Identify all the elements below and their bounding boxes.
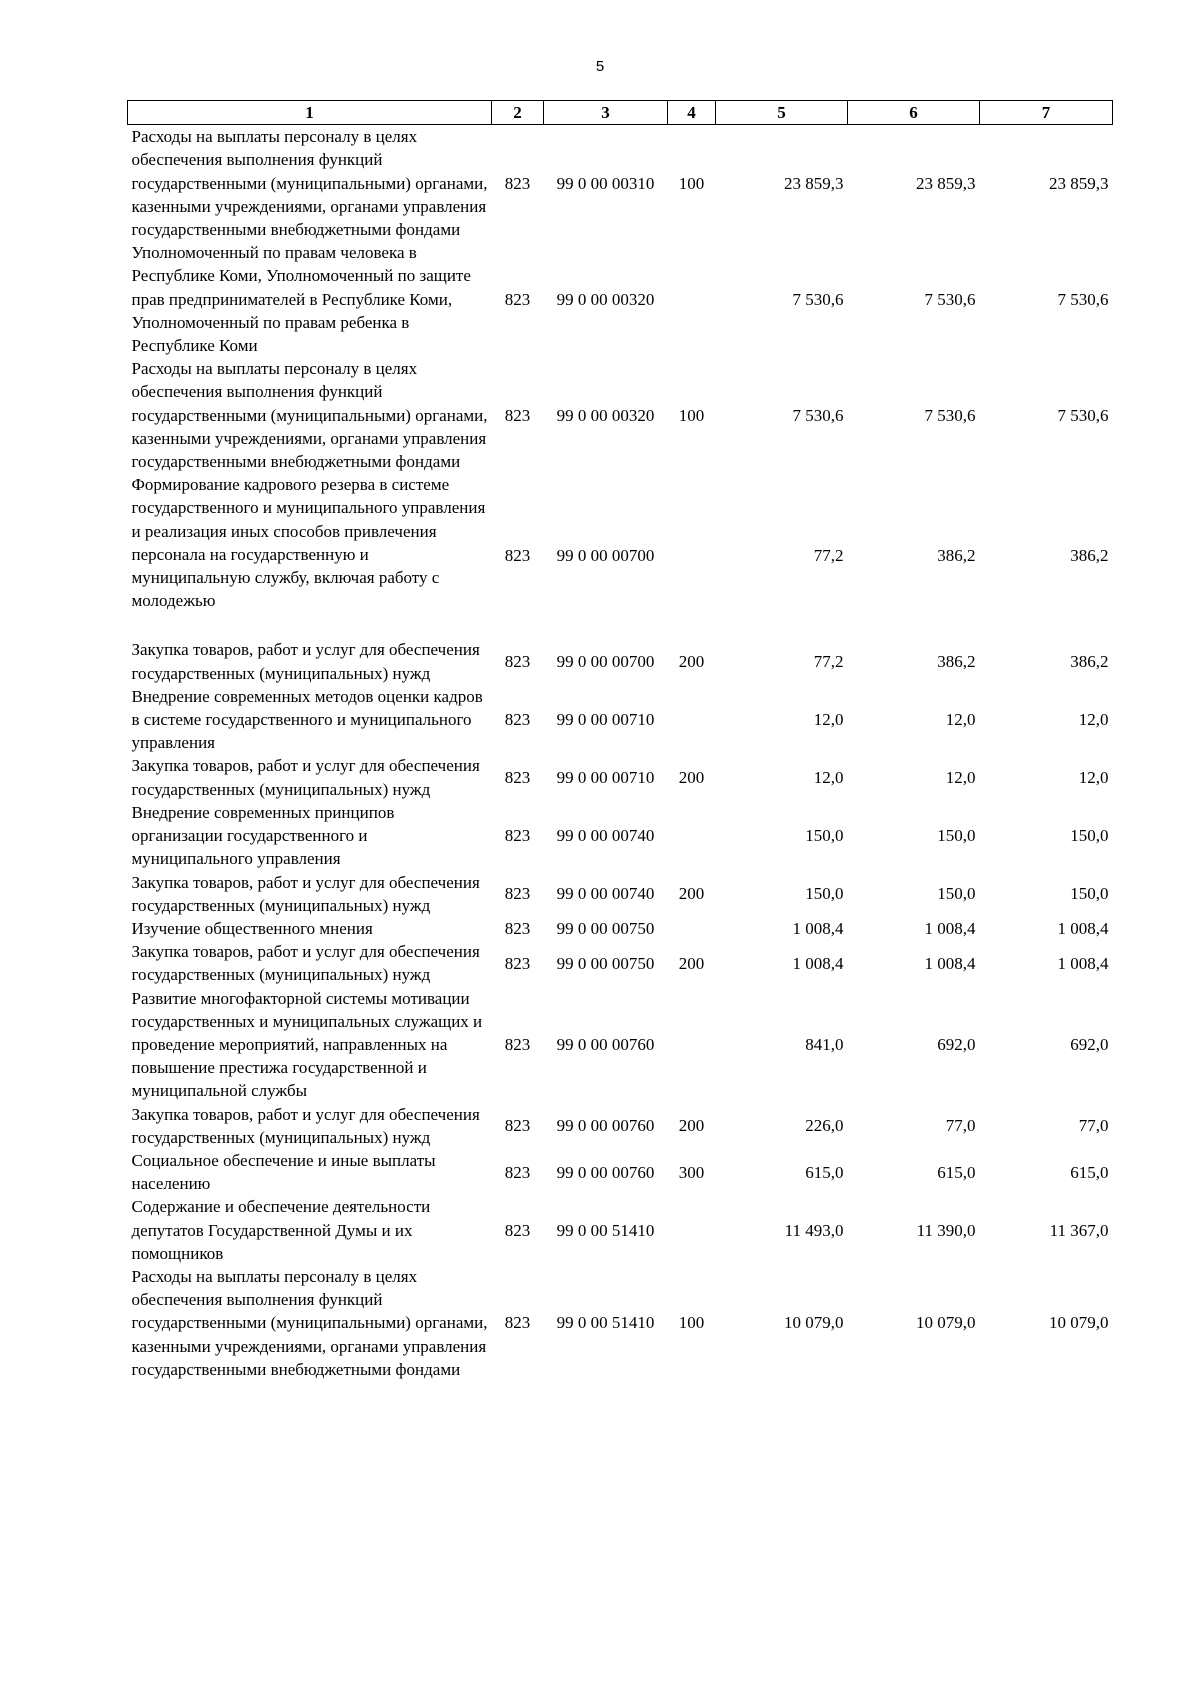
row-expense-type bbox=[668, 917, 716, 940]
row-amount-col6: 615,0 bbox=[937, 1162, 976, 1182]
row-target-article: 99 0 00 00710 bbox=[556, 768, 655, 788]
row-code: 823 bbox=[504, 405, 531, 425]
row-name: Закупка товаров, работ и услуг для обеспечения государственных (муниципальных) нужд bbox=[131, 872, 480, 915]
row-amount-col5: 10 079,0 bbox=[784, 1313, 844, 1333]
row-name: Уполномоченный по правам человека в Республике Коми, Уполномоченный по защите прав предпринимателей в Республике Коми, Уполномоченный по правам ребенка в Республике Коми bbox=[131, 243, 471, 356]
row-amount-col7: 386,2 bbox=[1070, 652, 1109, 672]
table-header bbox=[128, 101, 1113, 125]
row-expense-type: 100 bbox=[678, 405, 705, 425]
row-amount-col7: 1 008,4 bbox=[1057, 953, 1109, 973]
row-name: Социальное обеспечение и иные выплаты населению bbox=[131, 1150, 436, 1194]
row-amount-col5: 12,0 bbox=[813, 710, 844, 730]
row-expense-type bbox=[668, 1195, 716, 1265]
row-amount-col5: 150,0 bbox=[805, 884, 844, 904]
row-name: Внедрение современных методов оценки кадров в системе государственного и муниципального управления bbox=[131, 686, 483, 753]
row-amount-col6: 10 079,0 bbox=[916, 1313, 976, 1333]
row-amount-col6: 692,0 bbox=[937, 1034, 976, 1054]
row-code: 823 bbox=[504, 652, 531, 672]
row-amount-col7: 23 859,3 bbox=[1049, 173, 1109, 193]
row-name: Развитие многофакторной системы мотивации государственных и муниципальных служащих и проведение мероприятий, направленных на повышение престижа государственной и муниципальной службы bbox=[131, 988, 483, 1101]
row-expense-type: 100 bbox=[678, 1313, 705, 1333]
row-code: 823 bbox=[504, 710, 531, 730]
row-expense-type: 300 bbox=[678, 1162, 705, 1182]
row-code: 823 bbox=[504, 884, 531, 904]
row-target-article: 99 0 00 00740 bbox=[556, 826, 655, 846]
header-col-2: 2 bbox=[492, 101, 544, 125]
header-col-7: 7 bbox=[980, 101, 1113, 125]
table-row bbox=[128, 1195, 1113, 1265]
row-target-article: 99 0 00 00750 bbox=[556, 918, 655, 938]
row-target-article: 99 0 00 51410 bbox=[556, 1220, 655, 1240]
row-expense-type: 200 bbox=[678, 652, 705, 672]
table-row bbox=[128, 638, 1113, 684]
row-amount-col5: 12,0 bbox=[813, 768, 844, 788]
table-row bbox=[128, 917, 1113, 940]
row-amount-col7: 12,0 bbox=[1078, 768, 1109, 788]
row-name: Закупка товаров, работ и услуг для обеспечения государственных (муниципальных) нужд bbox=[131, 756, 480, 799]
header-col-6: 6 bbox=[848, 101, 980, 125]
row-amount-col5: 1 008,4 bbox=[792, 918, 844, 938]
table-row bbox=[128, 871, 1113, 917]
row-name: Внедрение современных принципов организации государственного и муниципального управления bbox=[131, 802, 395, 869]
row-name: Закупка товаров, работ и услуг для обеспечения государственных (муниципальных) нужд bbox=[131, 640, 480, 683]
row-code: 823 bbox=[504, 1313, 531, 1333]
header-col-5: 5 bbox=[716, 101, 848, 125]
row-name: Формирование кадрового резерва в системе государственного и муниципального управления и реализация иных способов привлечения персонала на государственную и муниципальную службу, включая работу с молодежью bbox=[131, 475, 486, 611]
table-row bbox=[128, 241, 1113, 357]
table-row bbox=[128, 685, 1113, 755]
row-expense-type bbox=[668, 241, 716, 357]
row-code: 823 bbox=[504, 173, 531, 193]
row-amount-col5: 226,0 bbox=[805, 1116, 844, 1136]
row-name: Расходы на выплаты персоналу в целях обеспечения выполнения функций государственными (муниципальными) органами, казенными учреждениями, органами управления государственными внебюджетными фондами bbox=[131, 127, 488, 240]
row-target-article: 99 0 00 00700 bbox=[556, 652, 655, 672]
row-amount-col6: 23 859,3 bbox=[916, 173, 976, 193]
row-target-article: 99 0 00 51410 bbox=[556, 1313, 655, 1333]
row-amount-col5: 841,0 bbox=[805, 1034, 844, 1054]
row-code: 823 bbox=[504, 546, 531, 566]
row-name: Закупка товаров, работ и услуг для обеспечения государственных (муниципальных) нужд bbox=[131, 942, 480, 985]
row-amount-col5: 77,2 bbox=[813, 652, 844, 672]
row-target-article: 99 0 00 00320 bbox=[556, 289, 655, 309]
row-amount-col7: 7 530,6 bbox=[1057, 405, 1109, 425]
row-amount-col5: 23 859,3 bbox=[784, 173, 844, 193]
row-amount-col7: 1 008,4 bbox=[1057, 918, 1109, 938]
row-name: Содержание и обеспечение деятельности депутатов Государственной Думы и их помощников bbox=[131, 1197, 431, 1263]
row-amount-col7: 10 079,0 bbox=[1049, 1313, 1109, 1333]
row-amount-col5: 1 008,4 bbox=[792, 953, 844, 973]
row-amount-col7: 692,0 bbox=[1070, 1034, 1109, 1054]
row-name: Закупка товаров, работ и услуг для обеспечения государственных (муниципальных) нужд bbox=[131, 1104, 480, 1147]
row-target-article: 99 0 00 00710 bbox=[556, 710, 655, 730]
row-amount-col7: 615,0 bbox=[1070, 1162, 1109, 1182]
table-row bbox=[128, 940, 1113, 986]
row-amount-col7: 150,0 bbox=[1070, 826, 1109, 846]
row-code: 823 bbox=[504, 1116, 531, 1136]
row-code: 823 bbox=[504, 826, 531, 846]
table-row bbox=[128, 1149, 1113, 1195]
row-amount-col7: 11 367,0 bbox=[1049, 1220, 1109, 1240]
row-expense-type bbox=[668, 473, 716, 638]
row-target-article: 99 0 00 00700 bbox=[556, 546, 655, 566]
row-expense-type bbox=[668, 801, 716, 871]
row-amount-col6: 386,2 bbox=[937, 652, 976, 672]
page-number: 5 bbox=[595, 58, 605, 75]
row-amount-col5: 7 530,6 bbox=[792, 289, 844, 309]
row-target-article: 99 0 00 00760 bbox=[556, 1034, 655, 1054]
row-amount-col6: 12,0 bbox=[945, 768, 976, 788]
row-amount-col6: 150,0 bbox=[937, 826, 976, 846]
header-col-3: 3 bbox=[544, 101, 668, 125]
row-amount-col5: 615,0 bbox=[805, 1162, 844, 1182]
row-name: Расходы на выплаты персоналу в целях обеспечения выполнения функций государственными (муниципальными) органами, казенными учреждениями, органами управления государственными внебюджетными фондами bbox=[131, 359, 488, 472]
row-amount-col7: 77,0 bbox=[1078, 1116, 1109, 1136]
row-code: 823 bbox=[504, 1162, 531, 1182]
row-target-article: 99 0 00 00760 bbox=[556, 1116, 655, 1136]
row-code: 823 bbox=[504, 289, 531, 309]
row-expense-type: 200 bbox=[678, 953, 705, 973]
row-amount-col6: 12,0 bbox=[945, 710, 976, 730]
table-row bbox=[128, 125, 1113, 242]
row-amount-col7: 12,0 bbox=[1078, 710, 1109, 730]
row-amount-col6: 1 008,4 bbox=[924, 953, 976, 973]
row-code: 823 bbox=[504, 1034, 531, 1054]
row-code: 823 bbox=[504, 918, 531, 938]
row-amount-col6: 386,2 bbox=[937, 546, 976, 566]
table-row bbox=[128, 1265, 1113, 1381]
row-amount-col7: 386,2 bbox=[1070, 546, 1109, 566]
row-amount-col6: 11 390,0 bbox=[916, 1220, 976, 1240]
row-code: 823 bbox=[504, 768, 531, 788]
row-amount-col6: 7 530,6 bbox=[924, 289, 976, 309]
row-target-article: 99 0 00 00760 bbox=[556, 1162, 655, 1182]
row-target-article: 99 0 00 00740 bbox=[556, 884, 655, 904]
row-target-article: 99 0 00 00310 bbox=[556, 173, 655, 193]
budget-table bbox=[127, 100, 1113, 1381]
row-amount-col6: 150,0 bbox=[937, 884, 976, 904]
row-expense-type bbox=[668, 987, 716, 1103]
table-row bbox=[128, 1103, 1113, 1149]
row-amount-col6: 1 008,4 bbox=[924, 918, 976, 938]
row-amount-col6: 7 530,6 bbox=[924, 405, 976, 425]
row-amount-col7: 150,0 bbox=[1070, 884, 1109, 904]
row-expense-type bbox=[668, 685, 716, 755]
row-target-article: 99 0 00 00320 bbox=[556, 405, 655, 425]
header-col-4: 4 bbox=[668, 101, 716, 125]
row-expense-type: 200 bbox=[678, 768, 705, 788]
row-expense-type: 100 bbox=[678, 173, 705, 193]
table-body bbox=[128, 125, 1113, 1381]
row-code: 823 bbox=[504, 1220, 531, 1240]
row-amount-col7: 7 530,6 bbox=[1057, 289, 1109, 309]
table-row bbox=[128, 473, 1113, 638]
row-amount-col5: 150,0 bbox=[805, 826, 844, 846]
row-amount-col6: 77,0 bbox=[945, 1116, 976, 1136]
row-code: 823 bbox=[504, 953, 531, 973]
row-amount-col5: 7 530,6 bbox=[792, 405, 844, 425]
row-expense-type: 200 bbox=[678, 1116, 705, 1136]
row-name: Расходы на выплаты персоналу в целях обеспечения выполнения функций государственными (муниципальными) органами, казенными учреждениями, органами управления государственными внебюджетными фондами bbox=[131, 1266, 488, 1379]
table-row bbox=[128, 987, 1113, 1103]
table-row bbox=[128, 357, 1113, 473]
row-amount-col5: 11 493,0 bbox=[784, 1220, 844, 1240]
table-row bbox=[128, 754, 1113, 800]
table-row bbox=[128, 801, 1113, 871]
header-col-1: 1 bbox=[128, 101, 492, 125]
row-target-article: 99 0 00 00750 bbox=[556, 953, 655, 973]
row-expense-type: 200 bbox=[678, 884, 705, 904]
row-amount-col5: 77,2 bbox=[813, 546, 844, 566]
row-name: Изучение общественного мнения bbox=[131, 918, 373, 938]
